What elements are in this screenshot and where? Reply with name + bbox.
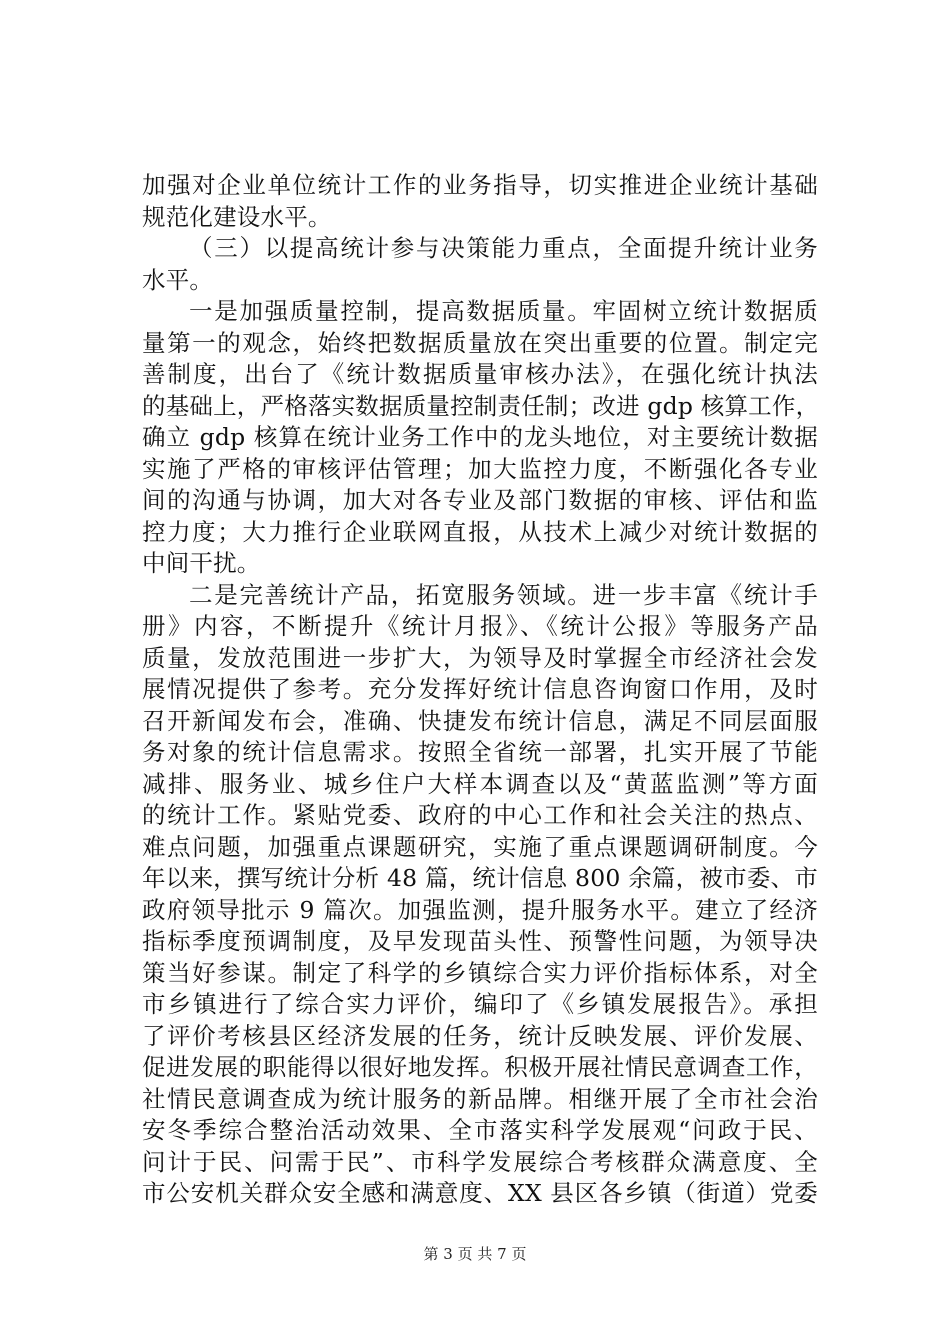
text-line: 促进发展的职能得以很好地发挥。积极开展社情民意调查工作， (142, 1053, 818, 1081)
text-line: 了评价考核县区经济发展的任务，统计反映发展、评价发展、 (142, 1021, 818, 1050)
text-line: 加强对企业单位统计工作的业务指导，切实推进企业统计基础 (142, 171, 818, 199)
text-line: 间的沟通与协调，加大对各专业及部门数据的审核、评估和监 (142, 486, 818, 514)
text-line: 年以来，撰写统计分析 48 篇，统计信息 800 余篇，被市委、市 (142, 864, 818, 892)
text-line: 的基础上，严格落实数据质量控制责任制；改进 gdp 核算工作， (142, 391, 820, 420)
text-line: 指标季度预调制度，及早发现苗头性、预警性问题，为领导决 (142, 927, 818, 955)
text-line: 务对象的统计信息需求。按照全省统一部署，扎实开展了节能 (142, 738, 818, 766)
text-line: 确立 gdp 核算在统计业务工作中的龙头地位，对主要统计数据 (142, 423, 818, 451)
text-line: 二是完善统计产品，拓宽服务领域。进一步丰富《统计手 (189, 580, 818, 609)
text-line: 召开新闻发布会，准确、快捷发布统计信息，满足不同层面服 (142, 706, 818, 735)
text-line: 问计于民、问需于民”、市科学发展综合考核群众满意度、全 (142, 1147, 818, 1176)
text-line: 的统计工作。紧贴党委、政府的中心工作和社会关注的热点、 (142, 801, 818, 829)
text-line: 策当好参谋。制定了科学的乡镇综合实力评价指标体系，对全 (142, 958, 818, 987)
page-footer: 第 3 页 共 7 页 (423, 1245, 527, 1263)
text-line: 社情民意调查成为统计服务的新品牌。相继开展了全市社会治 (142, 1084, 818, 1113)
body-text (142, 170, 818, 1210)
text-line: 市公安机关群众安全感和满意度、XX 县区各乡镇（街道）党委 (142, 1179, 818, 1207)
text-line: 政府领导批示 9 篇次。加强监测，提升服务水平。建立了经济 (142, 895, 818, 924)
text-line: 展情况提供了参考。充分发挥好统计信息咨询窗口作用，及时 (142, 675, 818, 703)
text-line: 控力度；大力推行企业联网直报，从技术上减少对统计数据的 (142, 517, 818, 546)
text-line: 市乡镇进行了综合实力评价，编印了《乡镇发展报告》。承担 (142, 990, 818, 1018)
text-line: （三）以提高统计参与决策能力重点，全面提升统计业务 (189, 234, 818, 262)
text-line: 规范化建设水平。 (142, 202, 332, 231)
text-line: 册》内容，不断提升《统计月报》、《统计公报》等服务产品 (142, 612, 818, 640)
text-line: 减排、服务业、城乡住户大样本调查以及“黄蓝监测”等方面 (142, 769, 818, 798)
text-line: 实施了严格的审核评估管理；加大监控力度，不断强化各专业 (142, 454, 818, 483)
text-line: 难点问题，加强重点课题研究，实施了重点课题调研制度。今 (142, 832, 818, 861)
text-line: 量第一的观念，始终把数据质量放在突出重要的位置。制定完 (142, 328, 818, 357)
text-line: 水平。 (142, 265, 214, 294)
text-line: 中间干扰。 (142, 549, 261, 577)
text-line: 安冬季综合整治活动效果、全市落实科学发展观“问政于民、 (142, 1116, 818, 1144)
text-line: 善制度，出台了《统计数据质量审核办法》，在强化统计执法 (142, 360, 818, 388)
text-line: 一是加强质量控制，提高数据质量。牢固树立统计数据质 (189, 297, 818, 325)
text-line: 质量，发放范围进一步扩大，为领导及时掌握全市经济社会发 (142, 643, 818, 672)
